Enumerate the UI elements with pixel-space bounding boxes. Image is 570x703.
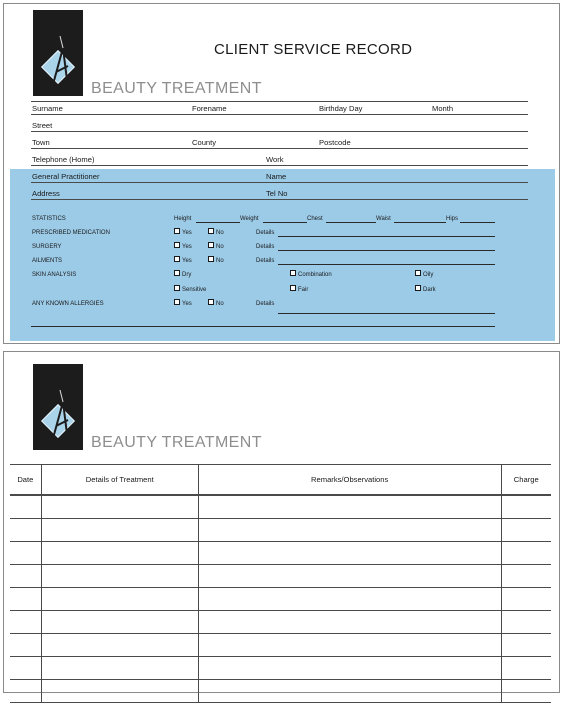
general-practitioner-label: General Practitioner [32, 172, 100, 181]
date-cell[interactable] [10, 495, 41, 519]
surgery-yes-checkbox[interactable]: Yes [174, 243, 192, 251]
table-row [10, 519, 551, 542]
date-cell[interactable] [10, 588, 41, 611]
allergies-label: ANY KNOWN ALLERGIES [32, 301, 104, 307]
details-cell[interactable] [41, 565, 198, 588]
chest-label: Chest [307, 216, 323, 222]
county-label: County [192, 138, 217, 147]
allergies-details-label: Details [256, 301, 275, 307]
skin-dry-checkbox[interactable]: Dry [174, 271, 191, 279]
column-header-date: Date [10, 465, 41, 496]
gp-name-label: Name [266, 172, 287, 181]
charge-cell[interactable] [501, 657, 551, 680]
prescribed-medication-label: PRESCRIBED MEDICATION [32, 230, 110, 236]
allergies-details-line[interactable] [278, 313, 495, 314]
treatment-subtitle: BEAUTY TREATMENT [91, 434, 262, 451]
details-cell[interactable] [41, 657, 198, 680]
table-row [10, 495, 551, 519]
hips-line[interactable] [460, 222, 495, 223]
column-header-charge: Charge [501, 465, 551, 496]
column-header-remarks: Remarks/Observations [198, 465, 501, 496]
street-label: Street [32, 121, 53, 130]
table-row [10, 588, 551, 611]
statistics-label: STATISTICS [32, 216, 66, 222]
charge-cell[interactable] [501, 495, 551, 519]
brand-logo-2 [33, 364, 83, 450]
remarks-cell[interactable] [198, 519, 501, 542]
street-line[interactable] [31, 131, 528, 132]
table-row [10, 634, 551, 657]
height-line[interactable] [196, 222, 240, 223]
chest-line[interactable] [326, 222, 376, 223]
column-header-details: Details of Treatment [41, 465, 198, 496]
weight-label: Weight [240, 216, 259, 222]
telephone-line[interactable] [31, 165, 528, 166]
allergies-extra-line[interactable] [31, 326, 495, 327]
date-cell[interactable] [10, 611, 41, 634]
surgery-details-line[interactable] [278, 250, 495, 251]
allergies-no-checkbox[interactable]: No [208, 300, 224, 308]
date-cell[interactable] [10, 657, 41, 680]
remarks-cell[interactable] [198, 680, 501, 703]
ailments-no-checkbox[interactable]: No [208, 257, 224, 265]
ailments-details-line[interactable] [278, 264, 495, 265]
surname-line[interactable] [31, 114, 528, 115]
details-cell[interactable] [41, 680, 198, 703]
logo-letter-a-icon [33, 10, 83, 96]
treatment-table [10, 464, 551, 703]
charge-cell[interactable] [501, 680, 551, 703]
surgery-details-label: Details [256, 244, 275, 250]
details-cell[interactable] [41, 542, 198, 565]
table-row [10, 565, 551, 588]
medication-details-label: Details [256, 230, 275, 236]
page-title: CLIENT SERVICE RECORD [214, 41, 413, 58]
details-cell[interactable] [41, 588, 198, 611]
skin-oily-checkbox[interactable]: Oily [415, 271, 433, 279]
allergies-yes-checkbox[interactable]: Yes [174, 300, 192, 308]
date-cell[interactable] [10, 680, 41, 703]
waist-label: Waist [376, 216, 391, 222]
table-row [10, 657, 551, 680]
table-row [10, 680, 551, 703]
medication-no-checkbox[interactable]: No [208, 229, 224, 237]
table-row [10, 611, 551, 634]
ailments-details-label: Details [256, 258, 275, 264]
client-service-record-card [3, 3, 560, 344]
treatment-log-card [3, 351, 560, 693]
charge-cell[interactable] [501, 634, 551, 657]
ailments-yes-checkbox[interactable]: Yes [174, 257, 192, 265]
skin-analysis-label: SKIN ANALYSIS [32, 272, 77, 278]
details-cell[interactable] [41, 519, 198, 542]
date-cell[interactable] [10, 519, 41, 542]
table-row [10, 542, 551, 565]
details-cell[interactable] [41, 634, 198, 657]
remarks-cell[interactable] [198, 495, 501, 519]
skin-combination-checkbox[interactable]: Combination [290, 271, 332, 279]
surgery-label: SURGERY [32, 244, 62, 250]
charge-cell[interactable] [501, 611, 551, 634]
town-label: Town [32, 138, 50, 147]
tel-no-label: Tel No [266, 189, 288, 198]
details-cell[interactable] [41, 611, 198, 634]
charge-cell[interactable] [501, 565, 551, 588]
month-label: Month [432, 104, 454, 113]
address-line[interactable] [31, 199, 528, 200]
skin-dark-checkbox[interactable]: Dark [415, 286, 436, 294]
postcode-label: Postcode [319, 138, 351, 147]
logo-letter-a-icon [33, 364, 83, 450]
remarks-cell[interactable] [198, 611, 501, 634]
surname-label: Surname [32, 104, 63, 113]
form-subtitle: BEAUTY TREATMENT [91, 80, 262, 97]
town-line[interactable] [31, 148, 528, 149]
weight-line[interactable] [263, 222, 307, 223]
date-cell[interactable] [10, 634, 41, 657]
remarks-cell[interactable] [198, 565, 501, 588]
work-label: Work [266, 155, 284, 164]
birthday-day-label: Birthday Day [319, 104, 363, 113]
hips-label: Hips [446, 216, 459, 222]
ailments-label: AILMENTS [32, 258, 63, 264]
date-cell[interactable] [10, 565, 41, 588]
telephone-home-label: Telephone (Home) [32, 155, 95, 164]
height-label: Height [174, 216, 192, 222]
remarks-cell[interactable] [198, 634, 501, 657]
skin-sensitive-checkbox[interactable]: Sensitive [174, 286, 206, 294]
medication-details-line[interactable] [278, 236, 495, 237]
form-top-rule [31, 101, 528, 102]
remarks-cell[interactable] [198, 542, 501, 565]
surgery-no-checkbox[interactable]: No [208, 243, 224, 251]
forename-label: Forename [192, 104, 227, 113]
skin-fair-checkbox[interactable]: Fair [290, 286, 308, 294]
medication-yes-checkbox[interactable]: Yes [174, 229, 192, 237]
table-header-row [10, 465, 551, 496]
address-label: Address [32, 189, 60, 198]
charge-cell[interactable] [501, 588, 551, 611]
waist-line[interactable] [394, 222, 446, 223]
brand-logo [33, 10, 83, 96]
date-cell[interactable] [10, 542, 41, 565]
details-cell[interactable] [41, 495, 198, 519]
remarks-cell[interactable] [198, 588, 501, 611]
charge-cell[interactable] [501, 519, 551, 542]
charge-cell[interactable] [501, 542, 551, 565]
gp-line[interactable] [31, 182, 528, 183]
remarks-cell[interactable] [198, 657, 501, 680]
